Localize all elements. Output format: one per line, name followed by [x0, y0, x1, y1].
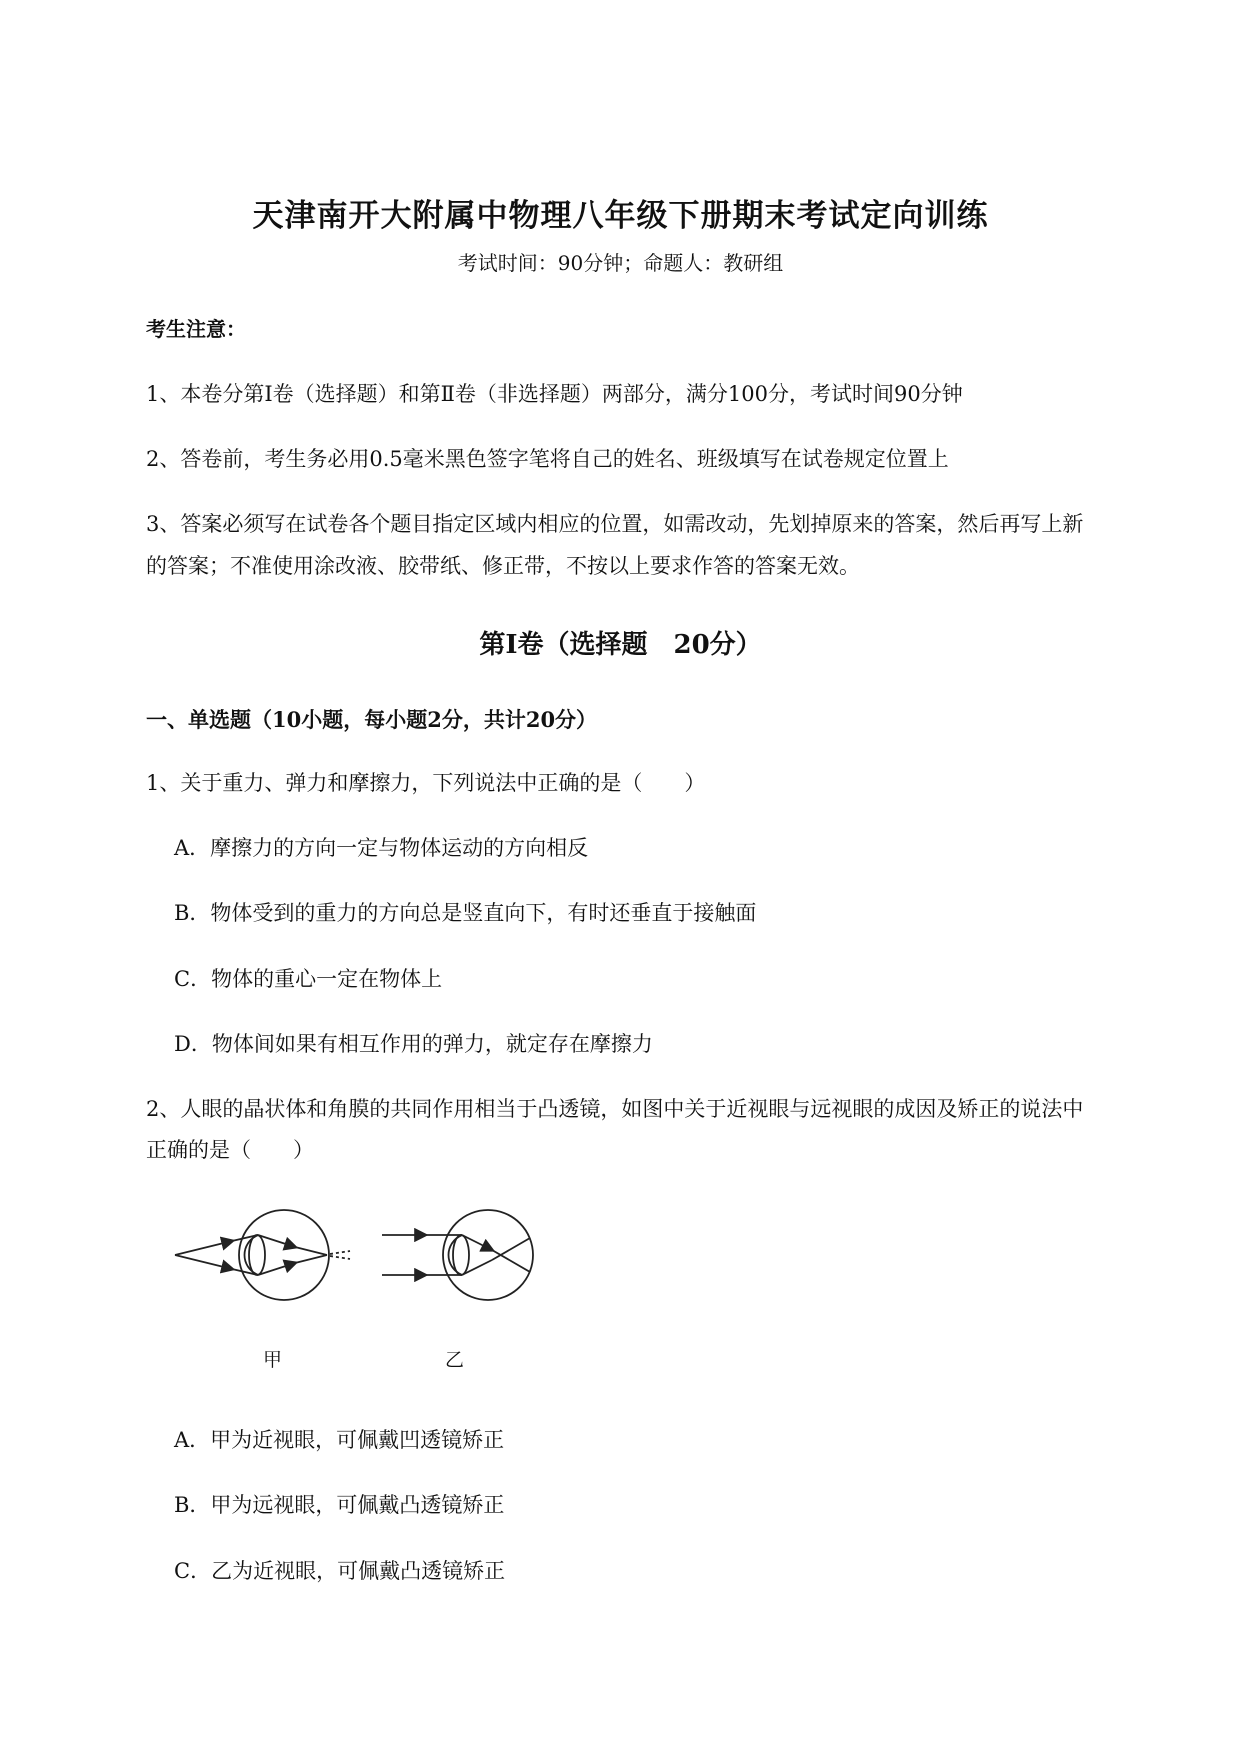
- question-1-option-b: B．物体受到的重力的方向总是竖直向下，有时还垂直于接触面: [174, 901, 757, 925]
- notice-item-2: 2、答卷前，考生务必用0.5毫米黑色签字笔将自己的姓名、班级填写在试卷规定位置上: [146, 447, 949, 471]
- page-title: 天津南开大附属中物理八年级下册期末考试定向训练: [252, 198, 989, 234]
- question-2-option-a: A．甲为近视眼，可佩戴凹透镜矫正: [174, 1428, 505, 1452]
- question-1-stem: 1、关于重力、弹力和摩擦力，下列说法中正确的是（ ）: [146, 771, 706, 795]
- lens-yi: [453, 1235, 469, 1275]
- question-2-stem: 2、人眼的晶状体和角膜的共同作用相当于凸透镜，如图中关于近视眼与远视眼的成因及矫正的说法中: [146, 1097, 1084, 1121]
- question-1-option-d: D．物体间如果有相互作用的弹力，就定存在摩擦力: [174, 1032, 653, 1056]
- lens-jia: [249, 1235, 265, 1275]
- notice-item-1: 1、本卷分第I卷（选择题）和第Ⅱ卷（非选择题）两部分，满分100分，考试时间90分钟: [146, 382, 963, 406]
- eye-diagram: [170, 1195, 550, 1375]
- subsection-title: 一、单选题（10小题，每小题2分，共计20分）: [146, 707, 598, 732]
- eye-yi: [382, 1210, 533, 1300]
- notice-item-3-cont: 的答案；不准使用涂改液、胶带纸、修正带，不按以上要求作答的答案无效。: [146, 554, 860, 578]
- figure-label-jia: 甲: [263, 1349, 283, 1371]
- question-1-option-a: A．摩擦力的方向一定与物体运动的方向相反: [174, 836, 589, 860]
- notice-heading: 考生注意：: [146, 317, 246, 341]
- notice-item-3: 3、答案必须写在试卷各个题目指定区域内相应的位置，如需改动，先划掉原来的答案，然后再写上新: [146, 512, 1084, 536]
- eye-diagram-svg: [170, 1195, 550, 1375]
- question-2-option-c: C．乙为近视眼，可佩戴凸透镜矫正: [174, 1559, 506, 1583]
- exam-info: 考试时间：90分钟；命题人：教研组: [457, 251, 784, 275]
- figure-label-yi: 乙: [445, 1349, 465, 1371]
- eye-jia: [175, 1210, 350, 1300]
- question-2-stem-cont: 正确的是（ ）: [146, 1138, 314, 1162]
- question-1-option-c: C．物体的重心一定在物体上: [174, 967, 443, 991]
- section-title: 第I卷（选择题 20分）: [479, 630, 762, 660]
- question-2-option-b: B．甲为远视眼，可佩戴凸透镜矫正: [174, 1493, 505, 1517]
